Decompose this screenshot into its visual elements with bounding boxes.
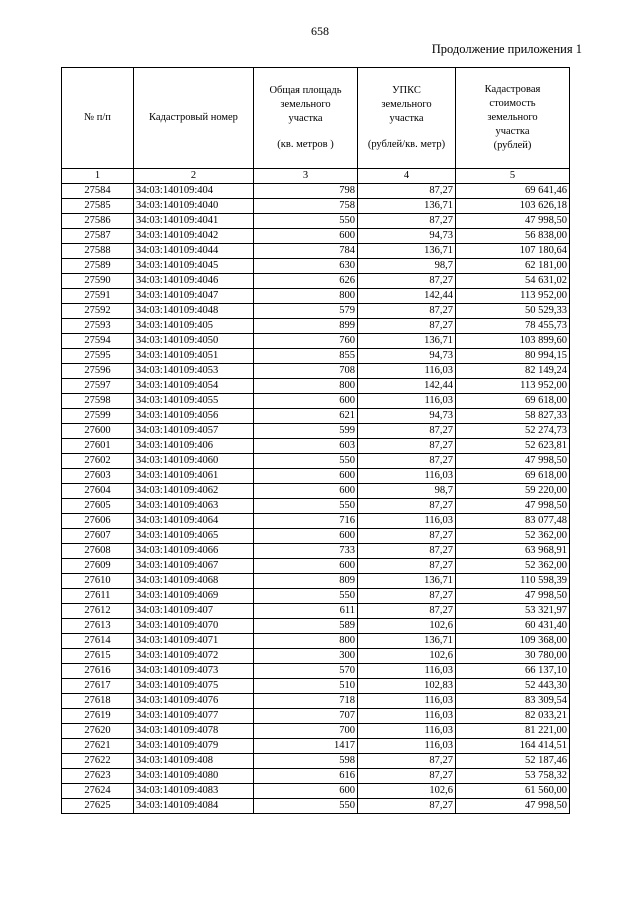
cadastral-value: 69 618,00: [456, 394, 570, 409]
area-value: 733: [254, 544, 358, 559]
row-number: 27621: [62, 739, 134, 754]
area-value: 1417: [254, 739, 358, 754]
area-value: 630: [254, 259, 358, 274]
upks-value: 102,83: [358, 679, 456, 694]
table-row: [62, 784, 570, 799]
area-value: 626: [254, 274, 358, 289]
cadastral-number: 34:03:140109:4067: [134, 559, 254, 574]
upks-value: 116,03: [358, 364, 456, 379]
table-row: [62, 289, 570, 304]
area-value: 550: [254, 799, 358, 814]
row-number: 27610: [62, 574, 134, 589]
row-number: 27585: [62, 199, 134, 214]
row-number: 27591: [62, 289, 134, 304]
cadastral-value: 83 077,48: [456, 514, 570, 529]
row-number: 27620: [62, 724, 134, 739]
area-value: 809: [254, 574, 358, 589]
cadastral-number: 34:03:140109:406: [134, 439, 254, 454]
row-number: 27618: [62, 694, 134, 709]
upks-value: 87,27: [358, 769, 456, 784]
table-row: [62, 754, 570, 769]
area-value: 550: [254, 214, 358, 229]
cadastral-value: 47 998,50: [456, 589, 570, 604]
area-value: 600: [254, 469, 358, 484]
table-row: [62, 424, 570, 439]
cadastral-number: 34:03:140109:4066: [134, 544, 254, 559]
row-number: 27607: [62, 529, 134, 544]
cadastral-value: 47 998,50: [456, 454, 570, 469]
upks-value: 116,03: [358, 394, 456, 409]
upks-value: 87,27: [358, 424, 456, 439]
table-row: [62, 604, 570, 619]
upks-value: 87,27: [358, 274, 456, 289]
upks-value: 136,71: [358, 574, 456, 589]
cadastral-number: 34:03:140109:4083: [134, 784, 254, 799]
upks-value: 98,7: [358, 259, 456, 274]
cadastral-value: 110 598,39: [456, 574, 570, 589]
cadastral-value: 30 780,00: [456, 649, 570, 664]
row-number: 27590: [62, 274, 134, 289]
cadastral-number: 34:03:140109:4060: [134, 454, 254, 469]
header-upks-unit: (рублей/кв. метр): [367, 139, 446, 150]
cadastral-number: 34:03:140109:4040: [134, 199, 254, 214]
header-value-line1: Кадастровая: [484, 84, 541, 95]
table-row: [62, 274, 570, 289]
cadastral-number: 34:03:140109:4064: [134, 514, 254, 529]
upks-value: 87,27: [358, 304, 456, 319]
upks-value: 87,27: [358, 214, 456, 229]
row-number: 27601: [62, 439, 134, 454]
area-value: 899: [254, 319, 358, 334]
cadastral-number: 34:03:140109:4061: [134, 469, 254, 484]
row-number: 27617: [62, 679, 134, 694]
cadastral-number: 34:03:140109:4069: [134, 589, 254, 604]
area-value: 579: [254, 304, 358, 319]
upks-value: 116,03: [358, 739, 456, 754]
cadastral-value: 59 220,00: [456, 484, 570, 499]
row-number: 27616: [62, 664, 134, 679]
upks-value: 87,27: [358, 529, 456, 544]
cadastral-value: 103 626,18: [456, 199, 570, 214]
cadastral-number: 34:03:140109:4076: [134, 694, 254, 709]
upks-value: 116,03: [358, 724, 456, 739]
table-row: [62, 709, 570, 724]
header-area-line2: земельного: [280, 99, 331, 110]
cadastral-value: 47 998,50: [456, 799, 570, 814]
area-value: 800: [254, 289, 358, 304]
cadastral-number: 34:03:140109:4071: [134, 634, 254, 649]
upks-value: 87,27: [358, 544, 456, 559]
area-value: 600: [254, 784, 358, 799]
header-row: [62, 68, 570, 169]
cadastral-value: 54 631,02: [456, 274, 570, 289]
row-number: 27599: [62, 409, 134, 424]
area-value: 855: [254, 349, 358, 364]
header-cadastral-value: [456, 68, 570, 169]
cadastral-value: 56 838,00: [456, 229, 570, 244]
table-row: [62, 634, 570, 649]
area-value: 599: [254, 424, 358, 439]
cadastral-number: 34:03:140109:4079: [134, 739, 254, 754]
row-number: 27606: [62, 514, 134, 529]
header-value-line4: участка: [495, 126, 530, 137]
upks-value: 94,73: [358, 409, 456, 424]
table-row: [62, 559, 570, 574]
table-row: [62, 319, 570, 334]
cadastral-number: 34:03:140109:404: [134, 184, 254, 199]
table-row: [62, 544, 570, 559]
table-row: [62, 184, 570, 199]
header-value-line3: земельного: [487, 112, 538, 123]
cadastral-value: 82 033,21: [456, 709, 570, 724]
table-row: [62, 469, 570, 484]
row-number: 27597: [62, 379, 134, 394]
table-body: [62, 184, 570, 814]
header-area: [254, 68, 358, 169]
cadastral-number: 34:03:140109:4048: [134, 304, 254, 319]
upks-value: 116,03: [358, 709, 456, 724]
table-row: [62, 199, 570, 214]
cadastral-value: 80 994,15: [456, 349, 570, 364]
table-row: [62, 454, 570, 469]
cadastral-number: 34:03:140109:4057: [134, 424, 254, 439]
cadastral-value: 69 641,46: [456, 184, 570, 199]
table-row: [62, 514, 570, 529]
row-number: 27613: [62, 619, 134, 634]
row-number: 27584: [62, 184, 134, 199]
column-number-row: [62, 169, 570, 184]
cadastral-number: 34:03:140109:4051: [134, 349, 254, 364]
upks-value: 87,27: [358, 559, 456, 574]
upks-value: 136,71: [358, 334, 456, 349]
cadastral-number: 34:03:140109:4045: [134, 259, 254, 274]
cadastral-number: 34:03:140109:4068: [134, 574, 254, 589]
table-row: [62, 619, 570, 634]
area-value: 800: [254, 634, 358, 649]
area-value: 589: [254, 619, 358, 634]
header-area-unit: (кв. метров ): [277, 139, 334, 150]
area-value: 798: [254, 184, 358, 199]
row-number: 27611: [62, 589, 134, 604]
header-cadastral-number: Кадастровый номер: [134, 68, 254, 169]
row-number: 27602: [62, 454, 134, 469]
cadastral-number: 34:03:140109:4084: [134, 799, 254, 814]
cadastral-value: 52 362,00: [456, 559, 570, 574]
area-value: 800: [254, 379, 358, 394]
area-value: 616: [254, 769, 358, 784]
row-number: 27593: [62, 319, 134, 334]
column-number: 5: [456, 169, 570, 184]
cadastral-value: 53 758,32: [456, 769, 570, 784]
row-number: 27608: [62, 544, 134, 559]
table-row: [62, 349, 570, 364]
cadastral-value: 50 529,33: [456, 304, 570, 319]
cadastral-number: 34:03:140109:4073: [134, 664, 254, 679]
cadastral-value: 47 998,50: [456, 499, 570, 514]
cadastral-number: 34:03:140109:407: [134, 604, 254, 619]
table-row: [62, 379, 570, 394]
cadastral-number: 34:03:140109:4077: [134, 709, 254, 724]
table-row: [62, 664, 570, 679]
row-number: 27603: [62, 469, 134, 484]
cadastral-value: 52 443,30: [456, 679, 570, 694]
cadastral-number: 34:03:140109:4050: [134, 334, 254, 349]
cadastral-number: 34:03:140109:408: [134, 754, 254, 769]
header-upks: [358, 68, 456, 169]
upks-value: 116,03: [358, 469, 456, 484]
column-number: 2: [134, 169, 254, 184]
table-row: [62, 574, 570, 589]
table-row: [62, 244, 570, 259]
area-value: 570: [254, 664, 358, 679]
cadastral-value: 113 952,00: [456, 379, 570, 394]
row-number: 27592: [62, 304, 134, 319]
upks-value: 87,27: [358, 604, 456, 619]
upks-value: 98,7: [358, 484, 456, 499]
cadastral-value: 52 274,73: [456, 424, 570, 439]
cadastral-number: 34:03:140109:4054: [134, 379, 254, 394]
row-number: 27605: [62, 499, 134, 514]
upks-value: 136,71: [358, 634, 456, 649]
table-row: [62, 259, 570, 274]
area-value: 598: [254, 754, 358, 769]
row-number: 27588: [62, 244, 134, 259]
page-number: 658: [311, 24, 329, 38]
table-row: [62, 724, 570, 739]
table-row: [62, 364, 570, 379]
upks-value: 87,27: [358, 454, 456, 469]
continuation-label: Продолжение приложения 1: [431, 42, 582, 56]
cadastral-value: 113 952,00: [456, 289, 570, 304]
row-number: 27614: [62, 634, 134, 649]
cadastral-number: 34:03:140109:4080: [134, 769, 254, 784]
upks-value: 136,71: [358, 199, 456, 214]
row-number: 27589: [62, 259, 134, 274]
cadastral-number: 34:03:140109:4041: [134, 214, 254, 229]
cadastral-number: 34:03:140109:4047: [134, 289, 254, 304]
row-number: 27600: [62, 424, 134, 439]
cadastral-value: 60 431,40: [456, 619, 570, 634]
column-number: 3: [254, 169, 358, 184]
cadastral-value: 52 362,00: [456, 529, 570, 544]
cadastral-number: 34:03:140109:4075: [134, 679, 254, 694]
cadastral-number: 34:03:140109:4044: [134, 244, 254, 259]
cadastral-value: 61 560,00: [456, 784, 570, 799]
upks-value: 87,27: [358, 499, 456, 514]
header-value-unit: (рублей): [493, 140, 532, 151]
cadastral-value: 47 998,50: [456, 214, 570, 229]
cadastral-value: 81 221,00: [456, 724, 570, 739]
cadastral-value: 58 827,33: [456, 409, 570, 424]
area-value: 621: [254, 409, 358, 424]
header-upks-line3: участка: [389, 113, 424, 124]
table-row: [62, 229, 570, 244]
cadastral-value: 53 321,97: [456, 604, 570, 619]
cadastral-number: 34:03:140109:4065: [134, 529, 254, 544]
upks-value: 94,73: [358, 229, 456, 244]
table-row: [62, 394, 570, 409]
area-value: 600: [254, 559, 358, 574]
area-value: 510: [254, 679, 358, 694]
cadastral-value: 66 137,10: [456, 664, 570, 679]
row-number: 27594: [62, 334, 134, 349]
area-value: 550: [254, 454, 358, 469]
area-value: 716: [254, 514, 358, 529]
area-value: 550: [254, 589, 358, 604]
cadastral-value: 69 618,00: [456, 469, 570, 484]
area-value: 708: [254, 364, 358, 379]
row-number: 27586: [62, 214, 134, 229]
table-row: [62, 439, 570, 454]
area-value: 603: [254, 439, 358, 454]
header-value-line2: стоимость: [489, 98, 536, 109]
row-number: 27624: [62, 784, 134, 799]
cadastral-number: 34:03:140109:4078: [134, 724, 254, 739]
cadastral-number: 34:03:140109:405: [134, 319, 254, 334]
area-value: 758: [254, 199, 358, 214]
area-value: 707: [254, 709, 358, 724]
cadastral-number: 34:03:140109:4063: [134, 499, 254, 514]
upks-value: 94,73: [358, 349, 456, 364]
table-row: [62, 739, 570, 754]
cadastral-value: 63 968,91: [456, 544, 570, 559]
row-number: 27604: [62, 484, 134, 499]
row-number: 27623: [62, 769, 134, 784]
table-row: [62, 694, 570, 709]
table-row: [62, 679, 570, 694]
column-number: 1: [62, 169, 134, 184]
cadastral-number: 34:03:140109:4053: [134, 364, 254, 379]
row-number: 27598: [62, 394, 134, 409]
cadastral-value: 107 180,64: [456, 244, 570, 259]
table-row: [62, 499, 570, 514]
upks-value: 102,6: [358, 619, 456, 634]
cadastral-table: [61, 67, 570, 814]
cadastral-number: 34:03:140109:4070: [134, 619, 254, 634]
upks-value: 102,6: [358, 784, 456, 799]
area-value: 700: [254, 724, 358, 739]
upks-value: 87,27: [358, 799, 456, 814]
table-row: [62, 799, 570, 814]
row-number: 27625: [62, 799, 134, 814]
table-row: [62, 589, 570, 604]
header-area-line3: участка: [288, 113, 323, 124]
cadastral-value: 78 455,73: [456, 319, 570, 334]
area-value: 760: [254, 334, 358, 349]
header-area-line1: Общая площадь: [269, 85, 342, 96]
upks-value: 87,27: [358, 184, 456, 199]
upks-value: 136,71: [358, 244, 456, 259]
area-value: 784: [254, 244, 358, 259]
table-row: [62, 649, 570, 664]
cadastral-number: 34:03:140109:4055: [134, 394, 254, 409]
cadastral-number: 34:03:140109:4062: [134, 484, 254, 499]
row-number: 27612: [62, 604, 134, 619]
header-upks-line2: земельного: [381, 99, 432, 110]
area-value: 550: [254, 499, 358, 514]
cadastral-number: 34:03:140109:4046: [134, 274, 254, 289]
table-row: [62, 214, 570, 229]
cadastral-value: 109 368,00: [456, 634, 570, 649]
column-number: 4: [358, 169, 456, 184]
cadastral-value: 52 623,81: [456, 439, 570, 454]
cadastral-value: 82 149,24: [456, 364, 570, 379]
area-value: 600: [254, 529, 358, 544]
header-upks-line1: УПКС: [392, 85, 421, 96]
cadastral-value: 62 181,00: [456, 259, 570, 274]
row-number: 27587: [62, 229, 134, 244]
header-num: № п/п: [62, 68, 134, 169]
cadastral-number: 34:03:140109:4072: [134, 649, 254, 664]
cadastral-number: 34:03:140109:4042: [134, 229, 254, 244]
upks-value: 87,27: [358, 439, 456, 454]
upks-value: 102,6: [358, 649, 456, 664]
upks-value: 87,27: [358, 319, 456, 334]
row-number: 27615: [62, 649, 134, 664]
cadastral-value: 52 187,46: [456, 754, 570, 769]
area-value: 718: [254, 694, 358, 709]
upks-value: 142,44: [358, 289, 456, 304]
cadastral-number: 34:03:140109:4056: [134, 409, 254, 424]
table-row: [62, 304, 570, 319]
area-value: 611: [254, 604, 358, 619]
row-number: 27595: [62, 349, 134, 364]
upks-value: 142,44: [358, 379, 456, 394]
upks-value: 116,03: [358, 694, 456, 709]
cadastral-value: 164 414,51: [456, 739, 570, 754]
upks-value: 87,27: [358, 754, 456, 769]
upks-value: 116,03: [358, 514, 456, 529]
area-value: 300: [254, 649, 358, 664]
row-number: 27609: [62, 559, 134, 574]
row-number: 27619: [62, 709, 134, 724]
cadastral-value: 103 899,60: [456, 334, 570, 349]
area-value: 600: [254, 394, 358, 409]
area-value: 600: [254, 229, 358, 244]
table-row: [62, 529, 570, 544]
row-number: 27596: [62, 364, 134, 379]
table-row: [62, 484, 570, 499]
table-row: [62, 769, 570, 784]
cadastral-value: 83 309,54: [456, 694, 570, 709]
upks-value: 116,03: [358, 664, 456, 679]
upks-value: 87,27: [358, 589, 456, 604]
table-row: [62, 334, 570, 349]
area-value: 600: [254, 484, 358, 499]
table-row: [62, 409, 570, 424]
row-number: 27622: [62, 754, 134, 769]
